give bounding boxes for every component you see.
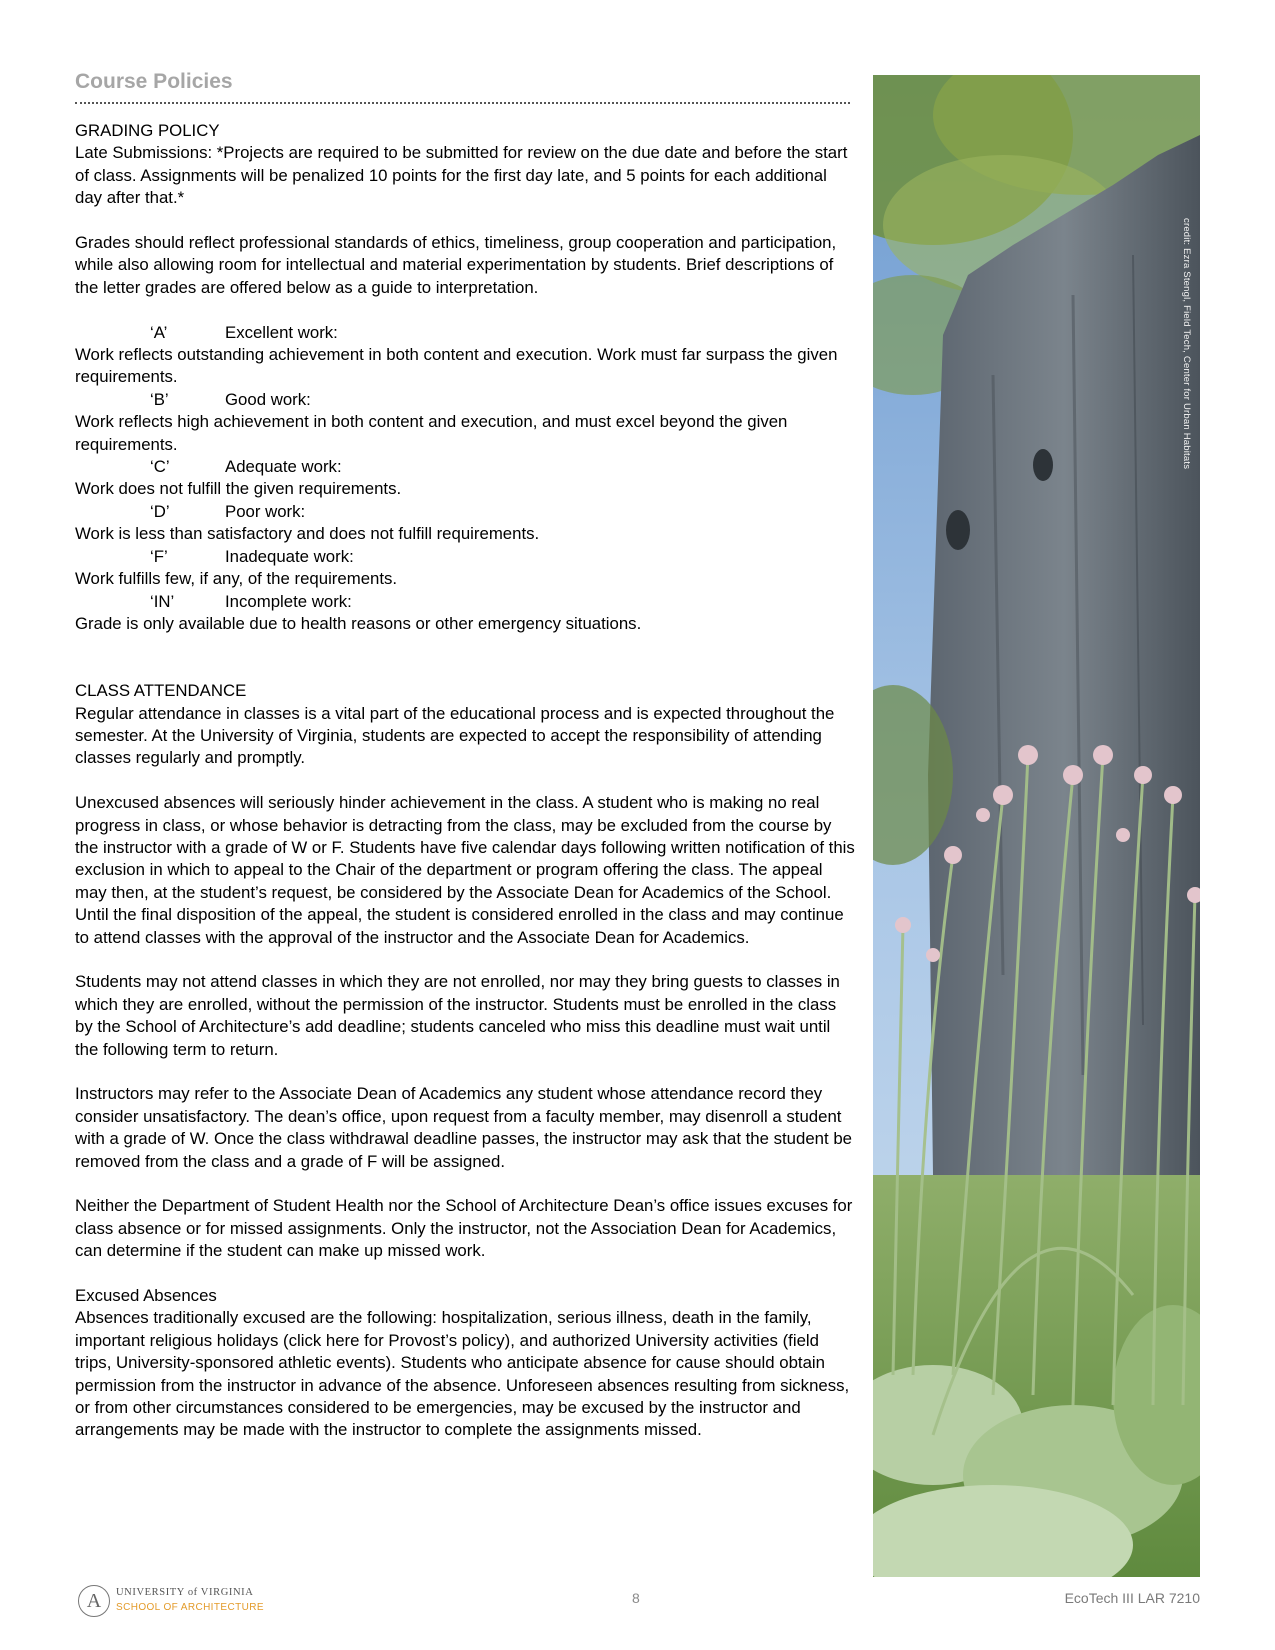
attendance-paragraph: Students may not attend classes in which they are not enrolled, nor may they bring guests to classes in which they are enrolled, without the permission of the instructor. Students must be enrolled in the class by the School of Architecture’s add deadline; students canceled who miss this deadline must wait until the following term to return. — [75, 972, 840, 1059]
grade-item — [75, 546, 855, 591]
title-divider — [75, 102, 850, 104]
grade-description: Work reflects high achievement in both content and execution, and must excel beyond the given requirements. — [75, 412, 788, 454]
grade-label: Excellent work: — [225, 322, 338, 342]
grade-letter: ‘F’ — [150, 546, 168, 566]
logo-school-text: SCHOOL OF ARCHITECTURE — [116, 1602, 264, 1613]
grading-heading: GRADING POLICY — [75, 121, 220, 140]
course-code: EcoTech III LAR 7210 — [1064, 1590, 1200, 1606]
page-number: 8 — [632, 1590, 640, 1606]
late-submissions-text: Late Submissions: *Projects are required to be submitted for review on the due date and before the start of class. Assignments will be penalized 10 points for the first day late, and 5 points for each additional day after that.* — [75, 143, 848, 208]
grade-description: Work fulfills few, if any, of the requirements. — [75, 569, 398, 589]
grade-description: Work is less than satisfactory and does not fulfill requirements. — [75, 524, 540, 544]
grade-item — [75, 322, 855, 389]
page-title: Course Policies — [75, 70, 233, 93]
grade-item — [75, 389, 855, 456]
excused-heading: Excused Absences — [75, 1286, 217, 1305]
attendance-paragraph: Unexcused absences will seriously hinder achievement in the class. A student who is making no real progress in class, or whose behavior is detracting from the class, may be excluded from the course by the instructor with a grade of W or F. Students have five calendar days following written notification of this exclusion in which to appeal to the Chair of the department or program offering the class. The appeal may then, at the student’s request, be considered by the Associate Dean for Academics of the School. Until the final disposition of the appeal, the student is considered enrolled in the class and may continue to attend classes with the approval of the instructor and the Associate Dean for Academics. — [75, 793, 855, 947]
attendance-paragraph: Instructors may refer to the Associate Dean of Academics any student whose attendance record they consider unsatisfactory. The dean’s office, upon request from a faculty member, may disenroll a student with a grade of W. Once the class withdrawal deadline passes, the instructor may ask that the student be removed from the class and a grade of F will be assigned. — [75, 1084, 853, 1171]
grade-list — [75, 322, 855, 636]
grade-letter: ‘C’ — [150, 457, 170, 477]
photo-credit: credit: Ezra Stengl, Field Tech, Center for Urban Habitats — [1181, 218, 1192, 470]
grade-letter: ‘D’ — [150, 501, 170, 521]
grade-description: Grade is only available due to health reasons or other emergency situations. — [75, 613, 642, 633]
attendance-paragraph: Neither the Department of Student Health nor the School of Architecture Dean’s office issues excuses for class absence or for missed assignments. Only the instructor, not the Association Dean for Academics, can determine if the student can make up missed work. — [75, 1196, 853, 1261]
grade-letter: ‘A’ — [150, 322, 168, 342]
excused-text: Absences traditionally excused are the following: hospitalization, serious illness, death in the family, important religious holidays (click here for Provost’s policy), and authorized University activities (field trips, University-sponsored athletic events). Students who anticipate absence for cause should obtain permission from the instructor in advance of the absence. Unforeseen absences resulting from sickness, or from other circumstances considered to be emergencies, may be excused by the instructor and arrangements may be made with the instructor to complete the assignments missed. — [75, 1308, 850, 1440]
grade-letter: ‘IN’ — [150, 591, 175, 611]
logo-mark: A — [78, 1585, 110, 1617]
grading-standards-text: Grades should reflect professional standards of ethics, timeliness, group cooperation and participation, while also allowing room for intellectual and material experimentation by students. Brief descriptions of the letter grades are offered below as a guide to interpretation. — [75, 233, 837, 297]
grade-label: Good work: — [225, 389, 311, 409]
grade-item — [75, 456, 855, 501]
grade-label: Adequate work: — [225, 457, 342, 477]
grade-description: Work does not fulfill the given requirements. — [75, 479, 402, 499]
logo-university-text: UNIVERSITY of VIRGINIA — [116, 1587, 254, 1598]
grade-label: Poor work: — [225, 501, 306, 521]
attendance-heading: CLASS ATTENDANCE — [75, 681, 247, 701]
grade-letter: ‘B’ — [150, 389, 169, 409]
policy-body — [75, 120, 855, 1442]
flower-photo — [873, 75, 1200, 1577]
grade-label: Inadequate work: — [225, 546, 354, 566]
grade-item — [75, 591, 855, 636]
grade-item — [75, 501, 855, 546]
grade-description: Work reflects outstanding achievement in both content and execution. Work must far surpass the given requirements. — [75, 345, 838, 387]
attendance-paragraph: Regular attendance in classes is a vital part of the educational process and is expected throughout the semester. At the University of Virginia, students are expected to accept the responsibility of attending classes regularly and promptly. — [75, 703, 835, 768]
university-logo — [78, 1585, 264, 1621]
grade-label: Incomplete work: — [225, 591, 352, 611]
